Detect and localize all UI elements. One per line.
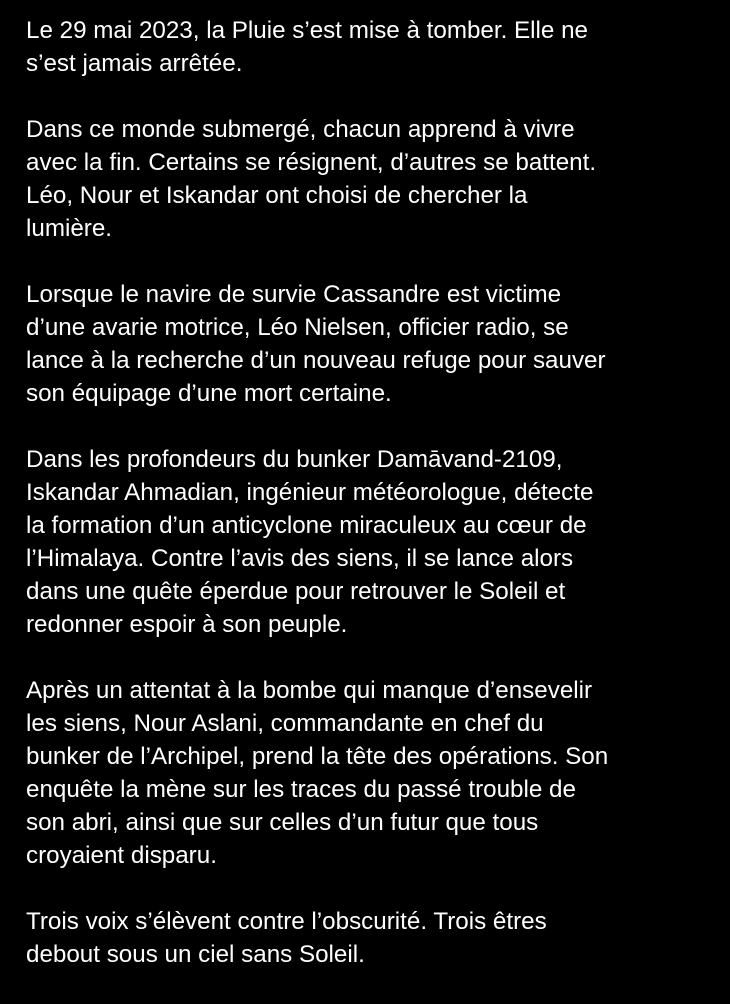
- text-line: s’est jamais arrêtée.: [26, 50, 243, 77]
- paragraph-5: [26, 674, 726, 872]
- text-line: bunker de l’Archipel, prend la tête des opérations. Son: [26, 743, 609, 770]
- paragraph-6: [26, 905, 726, 971]
- text-line: Après un attentat à la bombe qui manque d’ensevelir: [26, 677, 593, 704]
- text-line: croyaient disparu.: [26, 842, 217, 869]
- paragraph-2: [26, 113, 726, 245]
- text-line: lumière.: [26, 215, 113, 242]
- paragraph-1: [26, 14, 726, 80]
- text-line: son abri, ainsi que sur celles d’un futur que tous: [26, 809, 539, 836]
- synopsis-text: [26, 14, 726, 1004]
- text-line: Dans ce monde submergé, chacun apprend à vivre: [26, 116, 575, 143]
- text-line: la formation d’un anticyclone miraculeux au cœur de: [26, 512, 587, 539]
- paragraph-4: [26, 443, 726, 641]
- text-line: dans une quête éperdue pour retrouver le Soleil et: [26, 578, 566, 605]
- text-line: Dans les profondeurs du bunker Damāvand-2109,: [26, 446, 563, 473]
- text-line: Léo, Nour et Iskandar ont choisi de chercher la: [26, 182, 528, 209]
- text-line: avec la fin. Certains se résignent, d’autres se battent.: [26, 149, 597, 176]
- text-line: Trois voix s’élèvent contre l’obscurité. Trois êtres: [26, 908, 547, 935]
- text-line: Lorsque le navire de survie Cassandre est victime: [26, 281, 562, 308]
- text-line: d’une avarie motrice, Léo Nielsen, officier radio, se: [26, 314, 569, 341]
- text-line: Le 29 mai 2023, la Pluie s’est mise à tomber. Elle ne: [26, 17, 588, 44]
- text-line: Iskandar Ahmadian, ingénieur météorologue, détecte: [26, 479, 594, 506]
- text-line: redonner espoir à son peuple.: [26, 611, 348, 638]
- text-line: debout sous un ciel sans Soleil.: [26, 941, 365, 968]
- text-line: les siens, Nour Aslani, commandante en chef du: [26, 710, 544, 737]
- text-line: son équipage d’une mort certaine.: [26, 380, 392, 407]
- paragraph-3: [26, 278, 726, 410]
- text-line: lance à la recherche d’un nouveau refuge pour sauver: [26, 347, 606, 374]
- text-line: l’Himalaya. Contre l’avis des siens, il se lance alors: [26, 545, 574, 572]
- text-line: enquête la mène sur les traces du passé trouble de: [26, 776, 576, 803]
